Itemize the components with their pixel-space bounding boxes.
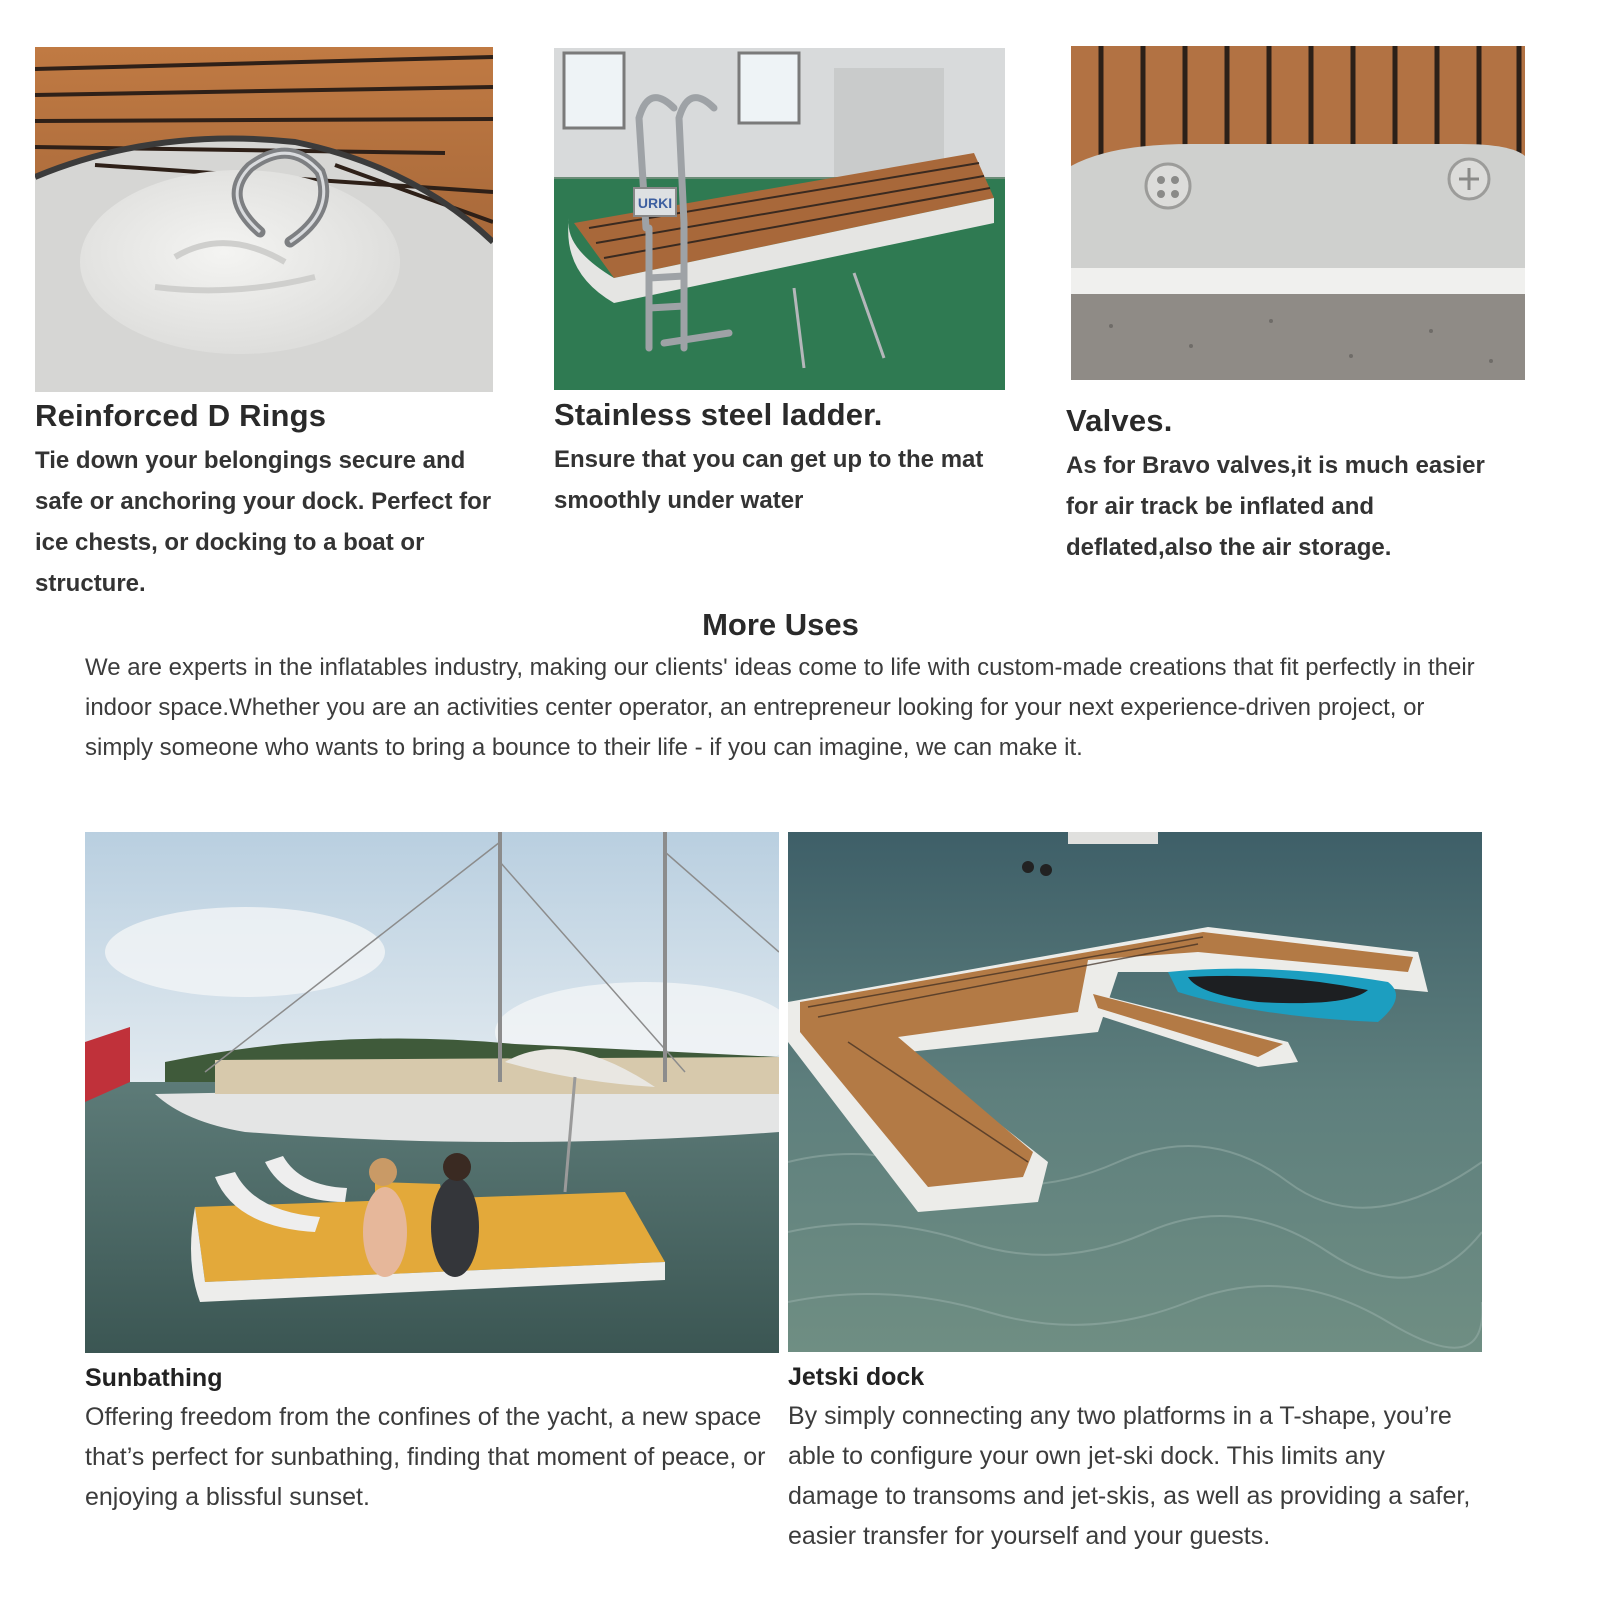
section-intro: We are experts in the inflatables industry, making our clients' ideas come to life with custom-made creations that fit perfectly in their indoor space.Whether you are an activities center operator, an entrepreneur looking for your next experience-driven project, or simply someone who wants to bring a bounce to their life - if you can imagine, we can make it. <box>85 654 1475 761</box>
use-description: By simply connecting any two platforms in a T-shape, you’re able to configure your own jet-ski dock. This limits any damage to transoms and jet-skis, as well as providing a safer, easier transfer for yourself and your guests. <box>788 1402 1471 1550</box>
d-ring-photo <box>35 47 493 392</box>
feature-d-rings <box>35 398 493 604</box>
use-sunbathing <box>85 1364 775 1517</box>
valves-photo <box>1071 46 1525 380</box>
feature-title: Valves. <box>1066 403 1173 438</box>
ladder-photo-label: URKI <box>637 195 673 211</box>
jetski-dock-photo <box>788 832 1482 1352</box>
feature-title: Stainless steel ladder. <box>554 397 883 432</box>
use-title: Sunbathing <box>85 1364 223 1392</box>
ladder-photo <box>554 48 1005 390</box>
use-title: Jetski dock <box>788 1363 925 1391</box>
section-title: More Uses <box>702 607 859 642</box>
feature-valves <box>1066 403 1511 568</box>
use-description: Offering freedom from the confines of the yacht, a new space that’s perfect for sunbathing, finding that moment of peace, or enjoying a blissful sunset. <box>85 1403 766 1511</box>
feature-ladder <box>554 397 1005 521</box>
sunbathing-photo <box>85 832 779 1353</box>
feature-description: As for Bravo valves,it is much easier for air track be inflated and deflated,also the air storage. <box>1066 452 1485 561</box>
feature-title: Reinforced D Rings <box>35 398 327 433</box>
feature-description: Tie down your belongings secure and safe or anchoring your dock. Perfect for ice chests, or docking to a boat or structure. <box>35 447 492 597</box>
use-jetski-dock <box>788 1363 1482 1556</box>
feature-description: Ensure that you can get up to the mat smoothly under water <box>554 446 984 514</box>
